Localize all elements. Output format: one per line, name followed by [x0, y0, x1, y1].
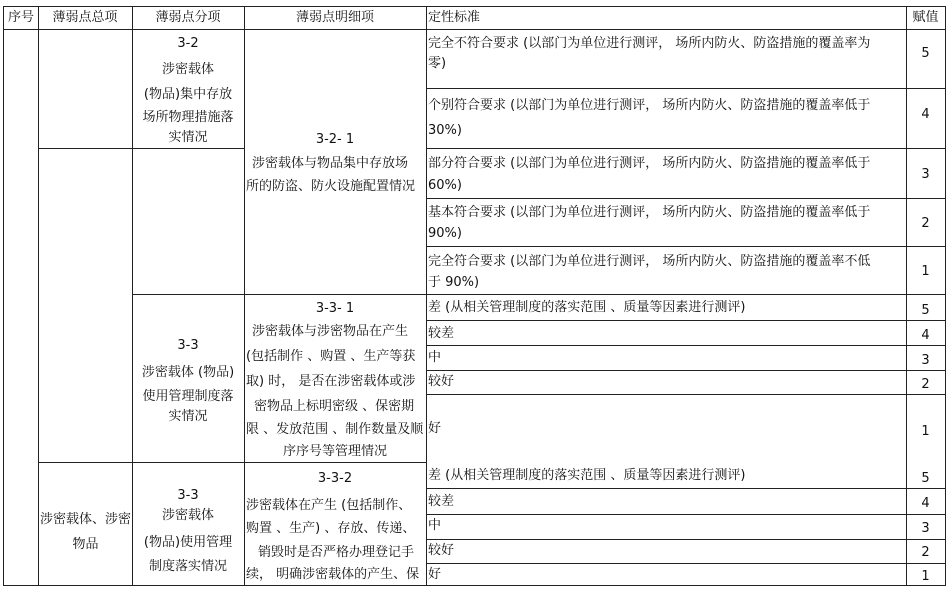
detail-label: 密物品上标明密级 、保密期	[254, 399, 415, 414]
standard-text: 较差	[428, 326, 455, 341]
detail-label: 取) 时， 是否在涉密载体或涉	[246, 374, 416, 389]
standard-text: 60%)	[428, 178, 462, 193]
col-divider	[426, 6, 427, 586]
subcategory-label: 涉密载体	[161, 62, 214, 77]
standard-text: 差 (从相关管理制度的落实范围 、质量等因素进行测评)	[428, 300, 746, 315]
subcategory-label: 3-3	[177, 488, 199, 503]
score-value: 5	[921, 471, 930, 486]
header-score: 赋值	[912, 10, 939, 25]
category-label: 涉密载体、涉密	[39, 512, 131, 527]
standard-text: 较好	[428, 374, 455, 389]
subcategory-label: 实情况	[168, 409, 208, 424]
row-divider	[426, 394, 945, 395]
row-divider	[426, 488, 945, 489]
table-border-bottom	[3, 585, 945, 586]
row-divider	[38, 462, 132, 463]
score-value: 4	[921, 328, 930, 343]
row-divider	[426, 563, 945, 564]
score-value: 3	[921, 521, 930, 536]
score-value: 2	[921, 377, 930, 392]
standard-text: 完全不符合要求 (以部门为单位进行测评， 场所内防火、防盗措施的覆盖率为	[428, 36, 871, 51]
standard-text: 完全符合要求 (以部门为单位进行测评， 场所内防火、防盗措施的覆盖率不低	[428, 254, 871, 269]
table-border-right	[945, 6, 946, 586]
row-divider	[426, 88, 945, 89]
standard-text: 于 90%)	[428, 275, 480, 290]
subcategory-label: 使用管理制度落	[142, 389, 234, 404]
header-subcategory: 薄弱点分项	[155, 10, 221, 25]
score-value: 3	[921, 353, 930, 368]
score-value: 1	[921, 424, 930, 439]
detail-label: 序序号等管理情况	[282, 444, 387, 459]
detail-label: 购置 、生产) 、存放、传递、	[246, 521, 416, 536]
header-category: 薄弱点总项	[52, 10, 118, 25]
standard-text: 较差	[428, 494, 455, 509]
detail-label: 续， 明确涉密载体的产生、保	[246, 567, 420, 582]
score-value: 2	[921, 545, 930, 560]
detail-label: 所的防盗、防火设施配置情况	[246, 179, 416, 194]
score-value: 2	[921, 216, 930, 231]
subcategory-label: 场所物理措施落	[142, 110, 234, 125]
standard-text: 中	[428, 350, 442, 365]
standard-text: 基本符合要求 (以部门为单位进行测评， 场所内防火、防盗措施的覆盖率低于	[428, 205, 871, 220]
score-value: 5	[921, 46, 930, 61]
row-divider	[426, 539, 945, 540]
subcategory-label: 涉密载体	[161, 508, 214, 523]
subcategory-label: (物品)使用管理	[143, 535, 233, 550]
category-label: 物品	[72, 537, 99, 552]
detail-label: 3-2- 1	[315, 132, 355, 147]
subcategory-label: 制度落实情况	[148, 559, 227, 574]
subcategory-label: 实情况	[168, 130, 208, 145]
score-value: 3	[921, 167, 930, 182]
subcategory-label: 涉密载体 (物品)	[141, 365, 235, 380]
row-divider	[426, 514, 945, 515]
standard-text: 好	[428, 567, 442, 582]
detail-label: 3-3- 1	[315, 301, 355, 316]
row-divider	[426, 370, 945, 371]
detail-label: 限 、发放范围 、制作数量及顺	[246, 422, 424, 437]
detail-label: (包括制作 、购置 、生产等获	[246, 349, 416, 364]
table-border-left	[3, 6, 4, 586]
standard-text: 部分符合要求 (以部门为单位进行测评， 场所内防火、防盗措施的覆盖率低于	[428, 156, 871, 171]
standard-text: 中	[428, 518, 442, 533]
standard-text: 好	[428, 421, 442, 436]
col-divider	[38, 6, 39, 586]
subcategory-label: 3-2	[177, 36, 199, 51]
row-divider	[426, 148, 945, 149]
detail-label: 涉密载体与涉密物品在产生	[252, 324, 409, 339]
standard-text: 30%)	[428, 123, 462, 138]
row-divider	[132, 294, 426, 295]
detail-label: 涉密载体在产生 (包括制作、	[246, 498, 412, 513]
standard-text: 较好	[428, 543, 455, 558]
header-detail: 薄弱点明细项	[295, 10, 374, 25]
header-seq: 序号	[7, 10, 34, 25]
standard-text: 90%)	[428, 226, 462, 241]
detail-label: 销毁时是否严格办理登记手	[258, 545, 415, 560]
standard-text: 个别符合要求 (以部门为单位进行测评， 场所内防火、防盗措施的覆盖率低于	[428, 98, 871, 113]
score-value: 4	[921, 496, 930, 511]
row-divider	[426, 345, 945, 346]
score-value: 4	[921, 107, 930, 122]
detail-label: 涉密载体与物品集中存放场	[252, 156, 409, 171]
score-value: 1	[921, 569, 930, 584]
subcategory-label: (物品)集中存放	[143, 87, 233, 102]
score-value: 5	[921, 303, 930, 318]
standard-text: 零)	[428, 56, 447, 71]
row-divider	[426, 320, 945, 321]
standard-text: 差 (从相关管理制度的落实范围 、质量等因素进行测评)	[428, 468, 746, 483]
score-value: 1	[921, 264, 930, 279]
row-divider	[38, 148, 132, 149]
row-divider	[426, 294, 945, 295]
col-divider	[244, 6, 245, 586]
detail-label: 3-3-2	[317, 471, 353, 486]
header-standard: 定性标准	[428, 10, 481, 25]
subcategory-label: 3-3	[177, 338, 199, 353]
row-divider	[426, 246, 945, 247]
row-divider	[426, 198, 945, 199]
